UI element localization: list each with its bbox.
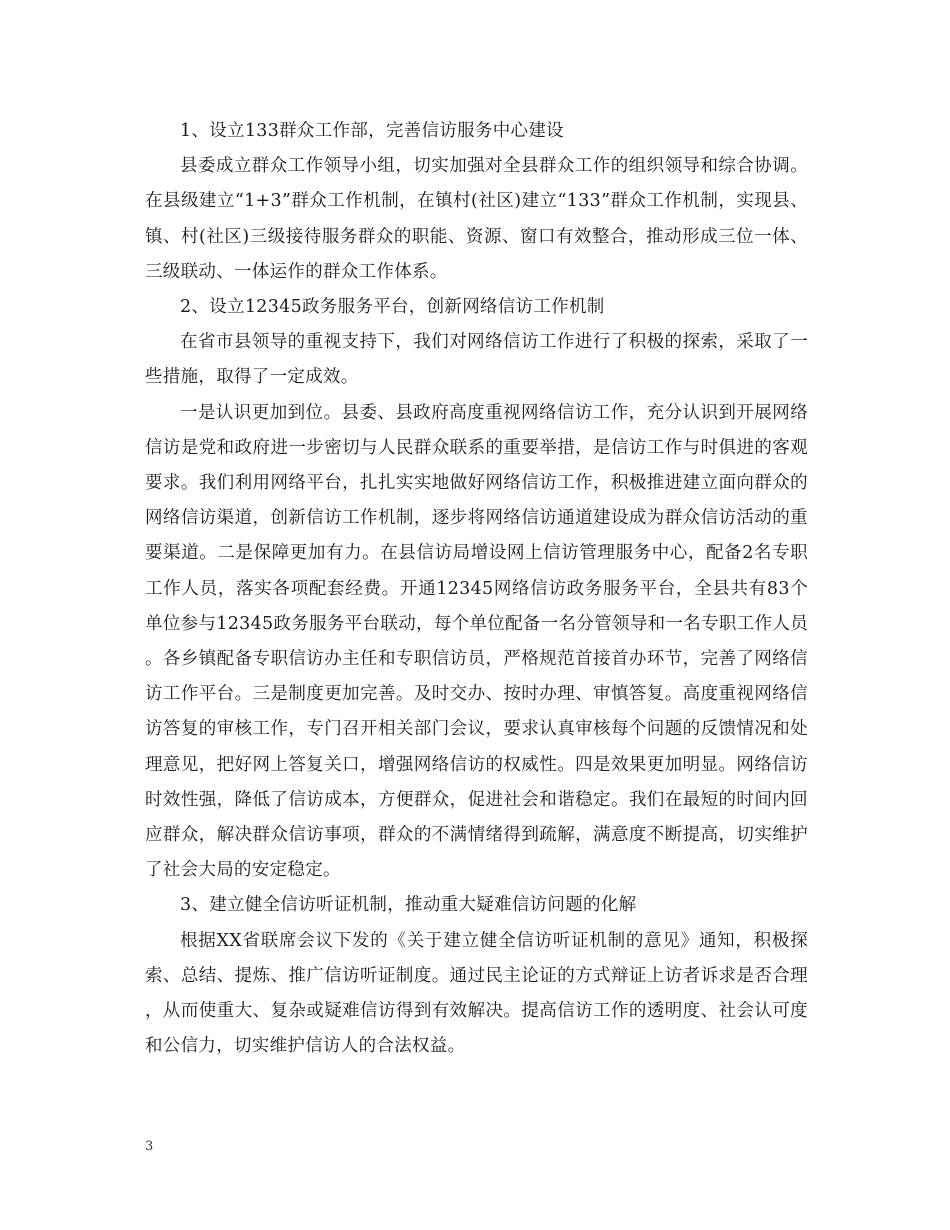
page-number: 3 [145,1139,154,1154]
body-paragraph-2: 在省市县领导的重视支持下，我们对网络信访工作进行了积极的探索，采取了一些措施，取得了一定成效。 [145,332,808,388]
body-paragraph-3: 一是认识更加到位。县委、县政府高度重视网络信访工作，充分认识到开展网络信访是党和政府进一步密切与人民群众联系的重要举措，是信访工作与时俱进的客观要求。我们利用网络平台，扎扎实实地做好网络信访工作，积极推进建立面向群众的网络信访渠道，创新信访工作机制，逐步将网络信访通道建设成为群众信访活动的重要渠道。二是保障更加有力。在县信访局增设网上信访管理服务中心，配备2名专职工作人员，落实各项配套经费。开通12345网络信访政务服务平台，全县共有83个单位参与12345政务服务平台联动，每个单位配备一名分管领导和一名专职工作人员。各乡镇配备专职信访办主任和专职信访员，严格规范首接首办环节，完善了网络信访工作平台。三是制度更加完善。及时交办、按时办理、审慎答复。高度重视网络信访答复的审核工作，专门召开相关部门会议，要求认真审核每个问题的反馈情况和处理意见，把好网上答复关口，增强网络信访的权威性。四是效果更加明显。网络信访时效性强，降低了信访成本，方便群众，促进社会和谐稳定。我们在最短的时间内回应群众，解决群众信访事项，群众的不满情绪得到疏解，满意度不断提高，切实维护了社会大局的安定稳定。 [145,402,808,881]
section-heading-3: 3、建立健全信访听证机制，推动重大疑难信访问题的化解 [180,895,637,916]
page-content [145,114,808,1064]
section-heading-1: 1、设立133群众工作部，完善信访服务中心建设 [180,121,564,141]
body-paragraph-4: 根据XX省联席会议下发的《关于建立健全信访听证机制的意见》通知，积极探索、总结、提炼、推广信访听证制度。通过民主论证的方式辩证上访者诉求是否合理，从而使重大、复杂或疑难信访得到有效解决。提高信访工作的透明度、社会认可度和公信力，切实维护信访人的合法权益。 [145,930,808,1057]
body-paragraph-1: 县委成立群众工作领导小组，切实加强对全县群众工作的组织领导和综合协调。在县级建立“1+3”群众工作机制，在镇村(社区)建立“133”群众工作机制，实现县、镇、村(社区)三级接待服务群众的职能、资源、窗口有效整合，推动形成三位一体、三级联动、一体运作的群众工作体系。 [145,156,808,282]
section-heading-2: 2、设立12345政务服务平台，创新网络信访工作机制 [180,297,605,318]
